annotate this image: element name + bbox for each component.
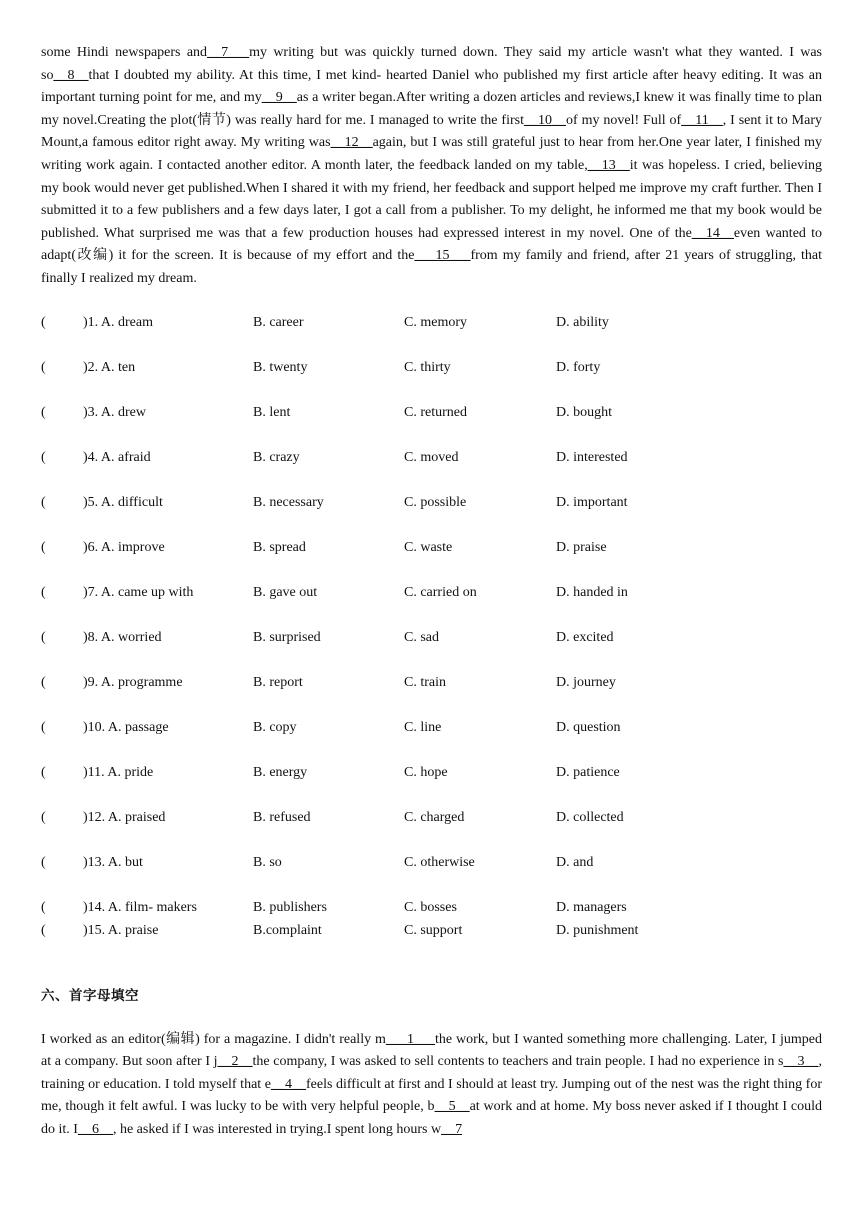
passage-text: I worked as an editor(编辑) for a magazine. I didn't really m bbox=[41, 1031, 386, 1047]
option-a[interactable]: )13. A. but bbox=[83, 854, 143, 870]
question-row bbox=[41, 405, 822, 450]
passage-text: as a writer began.After writing a dozen articles and reviews,I knew it was finally time to plan my novel.Creating the plot(情节) was really hard for me. I managed to write the first bbox=[41, 90, 823, 128]
answer-paren[interactable]: ( bbox=[41, 764, 46, 780]
option-a[interactable]: )8. A. worried bbox=[83, 629, 162, 645]
option-c[interactable]: C. train bbox=[404, 674, 446, 690]
option-d[interactable]: D. bought bbox=[556, 404, 612, 420]
answer-blank[interactable]: __4__ bbox=[270, 1076, 306, 1092]
option-c[interactable]: C. support bbox=[404, 922, 463, 938]
passage-text: from my family and friend, after 21 years of struggling, that finally I realized my dream. bbox=[41, 248, 823, 286]
answer-blank[interactable]: __2__ bbox=[217, 1054, 253, 1070]
option-b[interactable]: B. energy bbox=[253, 764, 308, 780]
question-row bbox=[41, 630, 822, 675]
option-c[interactable]: C. bosses bbox=[404, 899, 457, 915]
answer-paren[interactable]: ( bbox=[41, 584, 46, 600]
option-a[interactable]: )9. A. programme bbox=[83, 674, 183, 690]
option-b[interactable]: B. twenty bbox=[253, 359, 308, 375]
option-b[interactable]: B. career bbox=[253, 314, 304, 330]
passage-text: , I sent it to Mary Mount,a famous editor right away. My writing was bbox=[41, 112, 823, 151]
answer-blank[interactable]: __5__ bbox=[434, 1099, 470, 1115]
option-a[interactable]: )10. A. passage bbox=[83, 719, 169, 735]
question-row bbox=[41, 540, 822, 585]
option-d[interactable]: D. important bbox=[556, 494, 628, 510]
option-a[interactable]: )1. A. dream bbox=[83, 314, 153, 330]
question-row bbox=[41, 923, 822, 968]
passage-text: , he asked if I was interested in trying.I spent long hours w bbox=[112, 1121, 442, 1137]
passage-text: the company, I was asked to sell contents to teachers and train people. I had no experience in s bbox=[252, 1054, 784, 1070]
option-a[interactable]: )4. A. afraid bbox=[83, 449, 151, 465]
passage-text: the work, but I wanted something more challenging. Later, I jumped at a company. But soon after I j bbox=[41, 1031, 822, 1070]
option-d[interactable]: D. handed in bbox=[556, 584, 628, 600]
option-c[interactable]: C. sad bbox=[404, 629, 439, 645]
answer-paren[interactable]: ( bbox=[41, 854, 46, 870]
passage-text: feels difficult at first and I should at least try. Jumping out of the nest was the right thing for me, though it felt awful. I was lucky to be with very helpful people, b bbox=[41, 1076, 822, 1115]
answer-blank[interactable]: __11__ bbox=[681, 112, 723, 128]
passage-text: at work and at home. My boss never asked if I thought I could do it. I bbox=[41, 1099, 822, 1137]
option-c[interactable]: C. moved bbox=[404, 449, 459, 465]
option-b[interactable]: B. crazy bbox=[253, 449, 300, 465]
answer-blank[interactable]: __12__ bbox=[330, 135, 373, 151]
answer-paren[interactable]: ( bbox=[41, 449, 46, 465]
initial-letter-passage bbox=[41, 1029, 822, 1142]
option-c[interactable]: C. charged bbox=[404, 809, 465, 825]
answer-blank[interactable]: __13__ bbox=[587, 157, 630, 173]
option-d[interactable]: D. and bbox=[556, 854, 594, 870]
answer-paren[interactable]: ( bbox=[41, 539, 46, 555]
option-b[interactable]: B. gave out bbox=[253, 584, 318, 600]
option-a[interactable]: )6. A. improve bbox=[83, 539, 165, 555]
question-row bbox=[41, 675, 822, 720]
question-row bbox=[41, 450, 822, 495]
option-d[interactable]: D. question bbox=[556, 719, 621, 735]
answer-blank[interactable]: __14__ bbox=[691, 225, 734, 241]
option-b[interactable]: B. publishers bbox=[253, 899, 327, 915]
answer-blank[interactable]: __3__ bbox=[783, 1054, 819, 1070]
passage-text: even wanted to adapt(改编) it for the screen. It is because of my effort and the bbox=[41, 225, 823, 264]
question-row bbox=[41, 855, 822, 900]
option-c[interactable]: C. waste bbox=[404, 539, 453, 555]
option-d[interactable]: D. ability bbox=[556, 314, 609, 330]
answer-paren[interactable]: ( bbox=[41, 359, 46, 375]
answer-paren[interactable]: ( bbox=[41, 674, 46, 690]
passage-text: of my novel! Full of bbox=[565, 112, 682, 128]
option-c[interactable]: C. hope bbox=[404, 764, 448, 780]
option-b[interactable]: B. report bbox=[253, 674, 303, 690]
answer-blank[interactable]: ___1___ bbox=[385, 1031, 435, 1047]
option-c[interactable]: C. memory bbox=[404, 314, 467, 330]
answer-blank[interactable]: __8__ bbox=[53, 67, 89, 83]
option-a[interactable]: )11. A. pride bbox=[83, 764, 154, 780]
question-list bbox=[41, 315, 822, 968]
option-a[interactable]: )7. A. came up with bbox=[83, 584, 194, 600]
answer-blank[interactable]: __9__ bbox=[261, 90, 297, 106]
answer-paren[interactable]: ( bbox=[41, 404, 46, 420]
answer-paren[interactable]: ( bbox=[41, 314, 46, 330]
option-d[interactable]: D. managers bbox=[556, 899, 627, 915]
option-c[interactable]: C. thirty bbox=[404, 359, 451, 375]
option-d[interactable]: D. collected bbox=[556, 809, 624, 825]
answer-paren[interactable]: ( bbox=[41, 719, 46, 735]
question-row bbox=[41, 495, 822, 540]
answer-blank[interactable]: __10__ bbox=[523, 112, 566, 128]
answer-blank[interactable]: __7 bbox=[441, 1121, 463, 1137]
question-row bbox=[41, 585, 822, 630]
option-b[interactable]: B. necessary bbox=[253, 494, 324, 510]
question-row bbox=[41, 900, 822, 923]
answer-blank[interactable]: ___15___ bbox=[414, 248, 471, 264]
question-row bbox=[41, 360, 822, 405]
option-c[interactable]: C. otherwise bbox=[404, 854, 475, 870]
passage-text: , training or education. I told myself that e bbox=[41, 1054, 822, 1092]
option-c[interactable]: C. line bbox=[404, 719, 442, 735]
option-a[interactable]: )2. A. ten bbox=[83, 359, 136, 375]
passage-text: it was hopeless. I cried, believing my book would never get published.When I shared it with my friend, her feedback and support helped me improve my craft further. Then I submitted it to a few publishers and a few days later, I got a call from a publisher. To my delight, he informed me that my book would be published. What surprised me was that a few production houses had expressed interest in my novel. One of the bbox=[41, 157, 822, 241]
option-d[interactable]: D. praise bbox=[556, 539, 607, 555]
option-a[interactable]: )3. A. drew bbox=[83, 404, 146, 420]
passage-text: that I doubted my ability. At this time, I met kind- hearted Daniel who published my first article after heavy editing. It was an important turning point for me, and my bbox=[41, 67, 822, 106]
option-d[interactable]: D. forty bbox=[556, 359, 601, 375]
section-title: 六、首字母填空 bbox=[41, 987, 139, 1004]
option-d[interactable]: D. journey bbox=[556, 674, 616, 690]
option-c[interactable]: C. carried on bbox=[404, 584, 477, 600]
option-a[interactable]: )5. A. difficult bbox=[83, 494, 163, 510]
worksheet-page bbox=[41, 42, 822, 1142]
question-row bbox=[41, 810, 822, 855]
answer-paren[interactable]: ( bbox=[41, 922, 46, 938]
option-d[interactable]: D. patience bbox=[556, 764, 620, 780]
option-c[interactable]: C. possible bbox=[404, 494, 467, 510]
cloze-passage bbox=[41, 42, 822, 291]
option-a[interactable]: )15. A. praise bbox=[83, 922, 159, 938]
option-d[interactable]: D. punishment bbox=[556, 922, 639, 938]
answer-paren[interactable]: ( bbox=[41, 899, 46, 915]
answer-blank[interactable]: __6__ bbox=[77, 1121, 113, 1137]
option-b[interactable]: B.complaint bbox=[253, 922, 322, 938]
option-d[interactable]: D. interested bbox=[556, 449, 628, 465]
option-b[interactable]: B. surprised bbox=[253, 629, 321, 645]
passage-text: my writing but was quickly turned down. They said my article wasn't what they wanted. I was so bbox=[41, 45, 823, 83]
option-a[interactable]: )14. A. film- makers bbox=[83, 899, 197, 915]
option-b[interactable]: B. copy bbox=[253, 719, 297, 735]
answer-paren[interactable]: ( bbox=[41, 629, 46, 645]
passage-text: again, but I was still grateful just to hear from her.One year later, I finished my writing work again. I contacted another editor. A month later, the feedback landed on my table, bbox=[41, 135, 822, 173]
question-row bbox=[41, 765, 822, 810]
answer-blank[interactable]: __7___ bbox=[207, 45, 250, 60]
option-b[interactable]: B. lent bbox=[253, 404, 291, 420]
option-b[interactable]: B. so bbox=[253, 854, 282, 870]
answer-paren[interactable]: ( bbox=[41, 494, 46, 510]
passage-text: some Hindi newspapers and bbox=[41, 45, 208, 60]
option-d[interactable]: D. excited bbox=[556, 629, 614, 645]
option-b[interactable]: B. spread bbox=[253, 539, 306, 555]
question-row bbox=[41, 315, 822, 360]
option-b[interactable]: B. refused bbox=[253, 809, 311, 825]
option-a[interactable]: )12. A. praised bbox=[83, 809, 166, 825]
option-c[interactable]: C. returned bbox=[404, 404, 467, 420]
answer-paren[interactable]: ( bbox=[41, 809, 46, 825]
question-row bbox=[41, 720, 822, 765]
